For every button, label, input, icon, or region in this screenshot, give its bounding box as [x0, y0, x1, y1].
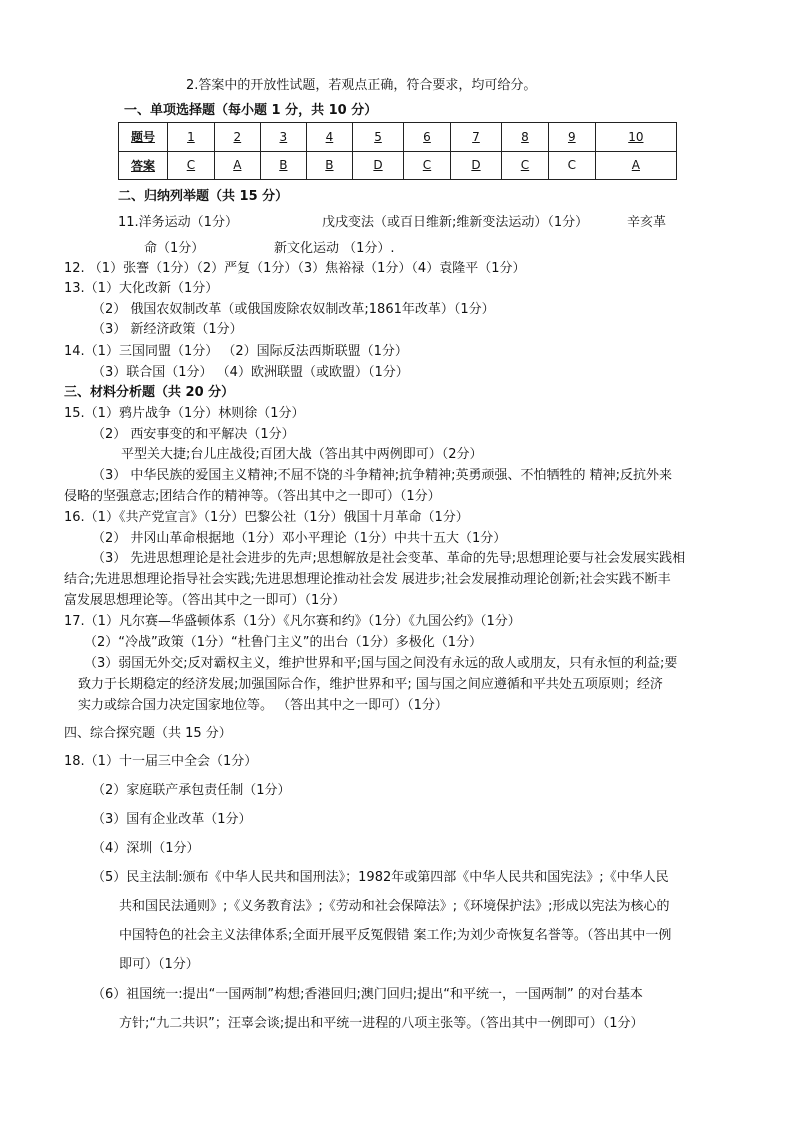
- q13-1: 13.（1）大化改新（1分）: [64, 281, 219, 296]
- q18-1: 18.（1）十一届三中全会（1分）: [64, 754, 258, 769]
- q18-3: （3）国有企业改革（1分）: [92, 812, 252, 827]
- q11-item-b: 戊戌变法（或百日维新;维新变法运动）（1分）: [322, 215, 589, 230]
- q16-3c: 富发展思想理论等。（答出其中之一即可）（1分）: [64, 593, 346, 608]
- table-header-number: 题号: [119, 123, 168, 152]
- q13-2: （2） 俄国农奴制改革（或俄国废除农奴制改革;1861年改革）（1分）: [92, 302, 495, 317]
- q-answer: B: [260, 151, 306, 180]
- q15-2b: 平型关大捷;台儿庄战役;百团大战（答出其中两例即可）（2分）: [121, 447, 483, 462]
- q15-3a: （3） 中华民族的爱国主义精神;不屈不饶的斗争精神;抗争精神;英勇顽强、不怕牺牲的 精神;反抗外来: [92, 468, 673, 483]
- q-number: 4: [306, 123, 352, 152]
- q17-2: （2）“冷战”政策（1分）“杜鲁门主义”的出台（1分）多极化（1分）: [84, 635, 483, 650]
- q-answer: C: [404, 151, 451, 180]
- q-answer: C: [548, 151, 595, 180]
- q-number: 7: [450, 123, 501, 152]
- q18-6b: 方针;“九二共识”；汪辜会谈;提出和平统一进程的八项主张等。（答出其中一例即可）（1分）: [119, 1016, 644, 1031]
- q15-1: 15.（1）鸦片战争（1分）林则徐（1分）: [64, 406, 305, 421]
- q16-1: 16.（1）《共产党宣言》（1分）巴黎公社（1分）俄国十月革命（1分）: [64, 510, 469, 525]
- q-number: 9: [548, 123, 595, 152]
- q11-item-c: 辛亥革: [627, 215, 667, 230]
- q15-3b: 侵略的坚强意志;团结合作的精神等。（答出其中之一即可）（1分）: [64, 489, 441, 504]
- q-answer: A: [595, 151, 676, 180]
- q-answer: A: [214, 151, 260, 180]
- section-3-title: 三、材料分析题（共 20 分）: [64, 385, 235, 400]
- q16-2: （2） 井冈山革命根据地（1分）邓小平理论（1分）中共十五大（1分）: [92, 531, 507, 546]
- q14-1: 14.（1）三国同盟（1分） （2）国际反法西斯联盟（1分）: [64, 344, 408, 359]
- q17-3a: （3）弱国无外交;反对霸权主义，维护世界和平;国与国之间没有永远的敌人或朋友，只有永恒的利益;要: [84, 656, 678, 671]
- q18-6a: （6）祖国统一:提出“一国两制”构想;香港回归;澳门回归;提出“和平统一，一国两制” 的对台基本: [92, 987, 643, 1002]
- scoring-note: 2.答案中的开放性试题，若观点正确，符合要求，均可给分。: [186, 78, 537, 93]
- q-number: 1: [168, 123, 215, 152]
- answer-table: [118, 122, 677, 180]
- q-answer: C: [168, 151, 215, 180]
- q-number: 3: [260, 123, 306, 152]
- table-row-numbers: [119, 123, 677, 152]
- section-2-title: 二、归纳列举题（共 15 分）: [118, 189, 289, 204]
- q-number: 8: [502, 123, 549, 152]
- q18-5c: 中国特色的社会主义法律体系;全面开展平反冤假错 案工作;为刘少奇恢复名誉等。（答出其中一例: [119, 928, 672, 943]
- section-4-title: 四、综合探究题（共 15 分）: [64, 726, 232, 741]
- q-number: 10: [595, 123, 676, 152]
- q12: 12. （1）张謇（1分）（2）严复（1分）（3）焦裕禄（1分）（4）袁隆平（1分）: [64, 261, 526, 276]
- table-row-answers: [119, 151, 677, 180]
- q-answer: C: [502, 151, 549, 180]
- table-header-answer: 答案: [119, 151, 168, 180]
- q-number: 2: [214, 123, 260, 152]
- q17-3c: 实力或综合国力决定国家地位等。 （答出其中之一即可）（1分）: [78, 698, 448, 713]
- q18-5b: 共和国民法通则》;《义务教育法》;《劳动和社会保障法》;《环境保护法》;形成以宪法为核心的: [119, 899, 670, 914]
- q18-5d: 即可）（1分）: [119, 957, 199, 972]
- q-number: 6: [404, 123, 451, 152]
- q11-item-d: 命（1分）: [144, 241, 205, 256]
- q11-item-a: 11.洋务运动（1分）: [118, 215, 238, 230]
- q16-3b: 结合;先进思想理论指导社会实践;先进思想理论推动社会发 展进步;社会发展推动理论创新;社会实践不断丰: [64, 572, 671, 587]
- q18-2: （2）家庭联产承包责任制（1分）: [92, 783, 291, 798]
- q14-2: （3）联合国（1分） （4）欧洲联盟（或欧盟）（1分）: [92, 365, 409, 380]
- q17-1: 17.（1）凡尔赛—华盛顿体系（1分）《凡尔赛和约》（1分）《九国公约》（1分）: [64, 614, 521, 629]
- q-answer: B: [306, 151, 352, 180]
- q-answer: D: [450, 151, 501, 180]
- section-1-title: 一、单项选择题（每小题 1 分，共 10 分）: [124, 103, 378, 118]
- q16-3a: （3） 先进思想理论是社会进步的先声;思想解放是社会变革、革命的先导;思想理论要与社会发展实践相: [92, 551, 686, 566]
- q13-3: （3） 新经济政策（1分）: [92, 322, 243, 337]
- q11-item-e: 新文化运动 （1分）.: [274, 241, 395, 256]
- q17-3b: 致力于长期稳定的经济发展;加强国际合作，维护世界和平; 国与国之间应遵循和平共处五项原则；经济: [78, 677, 663, 692]
- q18-5a: （5）民主法制:颁布《中华人民共和国刑法》；1982年或第四部《中华人民共和国宪法》;《中华人民: [92, 870, 669, 885]
- q15-2: （2） 西安事变的和平解决（1分）: [92, 427, 295, 442]
- q18-4: （4）深圳（1分）: [92, 841, 200, 856]
- q-answer: D: [352, 151, 403, 180]
- q-number: 5: [352, 123, 403, 152]
